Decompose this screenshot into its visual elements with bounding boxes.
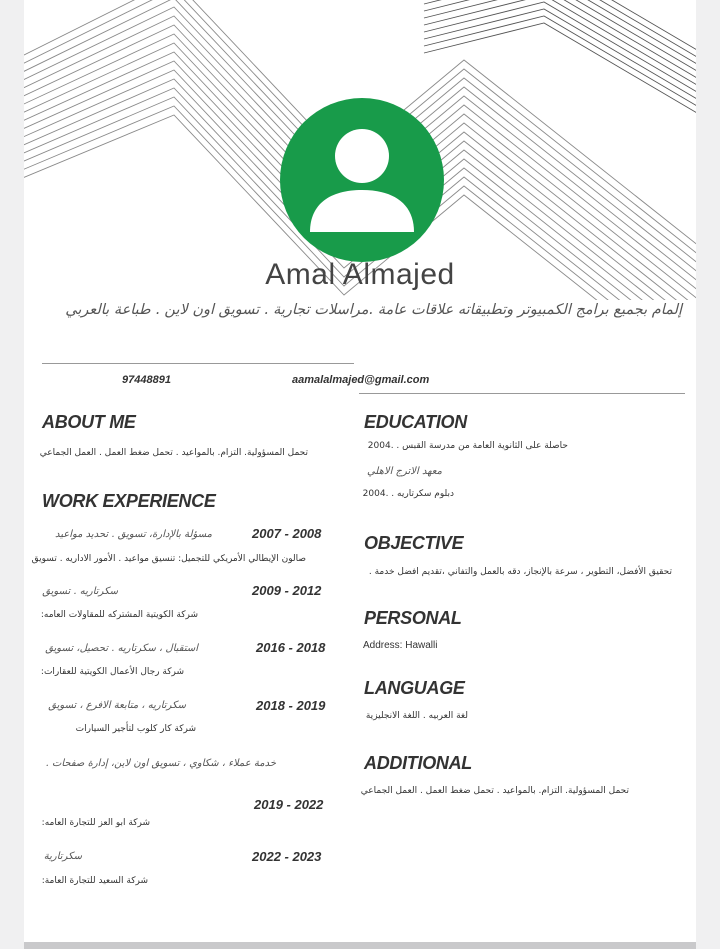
work-years: 2018 - 2019 — [256, 698, 326, 713]
work-role: استقبال ، سكرتاريه . تحصيل، تسويق — [45, 643, 198, 654]
decorative-line — [424, 0, 696, 81]
work-company: شركة السعيد للتجارة العامة: — [41, 876, 148, 886]
additional-text: تحمل المسؤولية. التزام. بالمواعيد . تحمل ضغط العمل . العمل الجماعي — [360, 786, 629, 796]
divider-top — [42, 363, 354, 364]
page-bottom-border — [24, 942, 696, 949]
work-role: خدمة عملاء ، شكاوي ، تسويق اون لاين، إدارة صفحات . — [45, 758, 276, 769]
work-company: شركة رجال الأعمال الكويتية للعقارات: — [40, 667, 184, 677]
work-years: 2019 - 2022 — [254, 797, 324, 812]
decorative-line — [424, 0, 696, 60]
decorative-line — [424, 0, 696, 95]
address-text: Address: Hawalli — [363, 640, 438, 651]
personal-title: PERSONAL — [364, 608, 462, 628]
about-text: تحمل المسؤولية. التزام. بالمواعيد . تحمل ضغط العمل . العمل الجماعي — [39, 448, 308, 458]
work-company: شركة كار كلوب لتأجير السيارات — [75, 724, 196, 734]
objective-text: تحقيق الأفضل، التطوير ، سرعة بالإنجاز، دقه بالعمل والتفاني ،تقديم افضل خدمة . — [368, 567, 672, 577]
decorative-line — [424, 9, 696, 109]
education-institute: معهد الاترج الاهلي — [366, 466, 442, 477]
avatar — [280, 98, 444, 262]
decorative-line — [424, 0, 696, 67]
work-years: 2007 - 2008 — [252, 526, 322, 541]
work-role: مسؤلة بالإدارة، تسويق . تحديد مواعيد — [54, 529, 212, 540]
education-line: حاصلة على الثانوية العامة من مدرسة القبس . .2004 — [367, 441, 568, 451]
work-company: شركة ابو العز للتجارة العامه: — [41, 818, 150, 828]
work-role: سكرتارية — [43, 851, 82, 862]
tagline: إلمام بجميع برامج الكمبيوتر وتطبيقاته علاقات عامة .مراسلات تجارية . تسويق اون لاين . طباعة بالعربي — [65, 302, 682, 318]
work-years: 2022 - 2023 — [252, 849, 322, 864]
work-role: سكرتاريه . تسويق — [42, 586, 118, 597]
education-line: دبلوم سكرتاريه . .2004 — [362, 489, 454, 499]
work-years: 2009 - 2012 — [252, 583, 322, 598]
decorative-line — [424, 16, 696, 116]
person-name: Amal Almajed — [265, 258, 455, 291]
objective-title: OBJECTIVE — [364, 533, 464, 553]
resume-page — [24, 0, 696, 942]
decorative-line — [424, 23, 696, 123]
about-title: ABOUT ME — [42, 412, 136, 432]
additional-title: ADDITIONAL — [364, 753, 472, 773]
work-role: سكرتاريه ، متابعة الافرع ، تسويق — [48, 700, 186, 711]
phone-number: 97448891 — [122, 374, 171, 386]
work-company: شركة الكويتية المشتركه للمقاولات العامه: — [40, 610, 198, 620]
language-text: لغة العربيه . اللغة الانجليزية — [365, 711, 468, 721]
divider-bottom — [359, 393, 685, 394]
work-company: صالون الإيطالي الأمريكي للتجميل: تنسيق مواعيد . الأمور الاداريه . تسويق — [31, 554, 306, 564]
work-title: WORK EXPERIENCE — [42, 491, 216, 511]
education-title: EDUCATION — [364, 412, 467, 432]
decorative-line — [424, 2, 696, 102]
user-silhouette-icon — [280, 98, 444, 262]
language-title: LANGUAGE — [364, 678, 465, 698]
email-address: aamalalmajed@gmail.com — [292, 374, 430, 386]
work-years: 2016 - 2018 — [256, 640, 326, 655]
